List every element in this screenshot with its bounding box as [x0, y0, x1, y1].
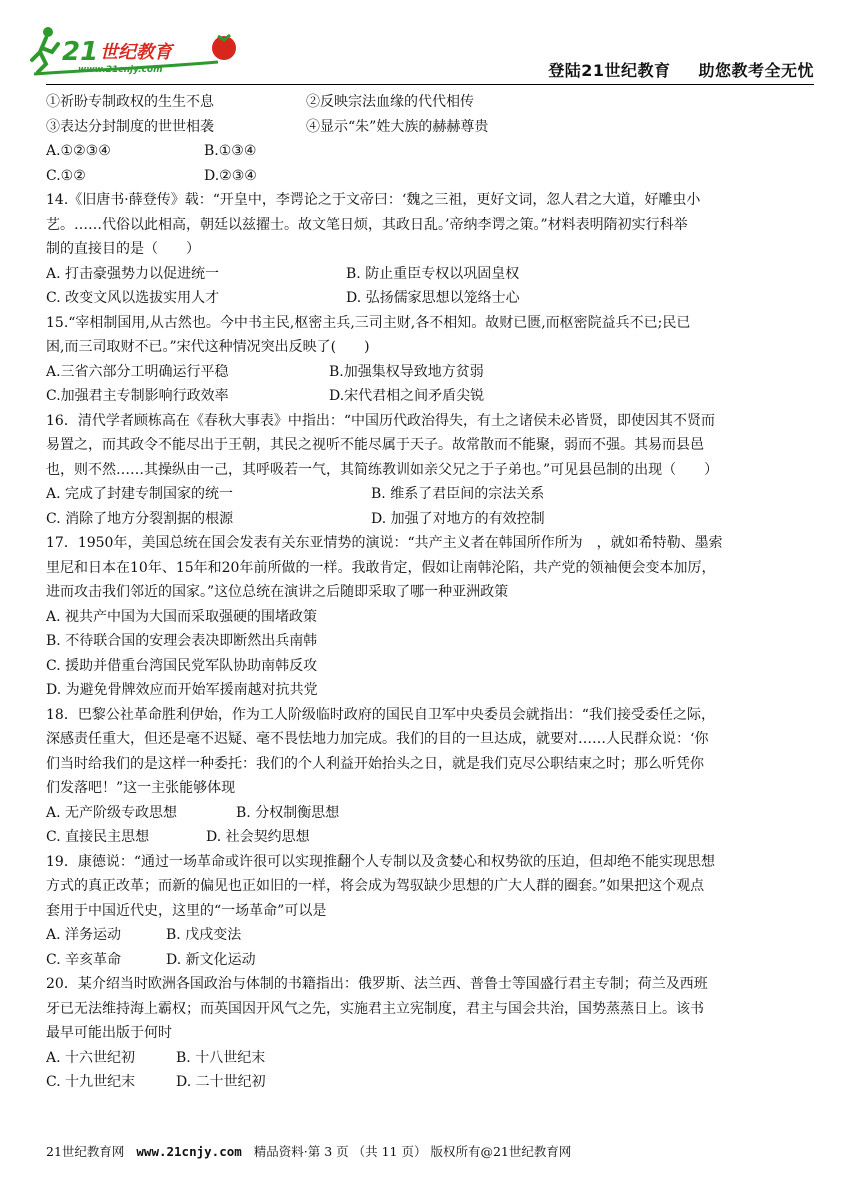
q14-stem-line2: 艺。……代俗以此相高，朝廷以兹擢士。故文笔日烦，其政日乱。’帝纳李谔之策。”材料表明隋初实行科举 [46, 216, 688, 233]
q16-option-a: A. 完成了封建专制国家的统一 [46, 486, 234, 502]
q15-options-row1 [46, 360, 816, 385]
q13-option-d: D.②③④ [204, 167, 257, 184]
q16-stem-line2: 易置之，而其政令不能尽出于王朝，其民之视听不能尽属于天子。故常散而不能聚，弱而不强。其易而县邑 [46, 437, 704, 453]
q18-option-a: A. 无产阶级专政思想 [46, 804, 178, 821]
q19-option-d: D. 新文化运动 [166, 951, 256, 968]
q16-option-c: C. 消除了地方分裂割据的根源 [46, 510, 234, 527]
q20-stem-line3: 最早可能出版于何时 [46, 1025, 172, 1041]
q13-statement-2: ②反映宗法血缘的代代相传 [306, 94, 474, 110]
q13-option-c: C.①② [46, 167, 86, 184]
header-rule [46, 84, 814, 85]
q18-options-row1 [46, 801, 816, 826]
q18-option-c: C. 直接民主思想 [46, 829, 150, 845]
slogan-left: 登陆21世纪教育 [548, 61, 671, 80]
q20-stem-line1: 20．某介绍当时欧洲各国政治与体制的书籍指出：俄罗斯、法兰西、普鲁士等国盛行君主专制；荷兰及西班 [46, 976, 708, 992]
q13-options-row1 [46, 139, 816, 164]
svg-text:世纪教育: 世纪教育 [100, 42, 172, 63]
footer-left: 21世纪教育网 [46, 1144, 125, 1159]
q18-stem-line3: 们当时给我们的是这样一种委托：我们的个人利益开始抬头之日，就是我们克尽公职结束之时；那么听凭你 [46, 755, 704, 772]
q15-option-c: C.加强君主专制影响行政效率 [46, 388, 229, 404]
q18-stem-line2: 深感责任重大，但还是毫不迟疑、毫不畏怯地力加完成。我们的目的一旦达成，就要对……人民群众说：‘你 [46, 731, 709, 747]
q20-option-d: D. 二十世纪初 [176, 1074, 266, 1090]
footer-site-link[interactable]: www.21cnjy.com [136, 1144, 242, 1159]
q13-statement-1: ①祈盼专制政权的生生不息 [46, 94, 214, 110]
q14-stem-line3: 制的直接目的是（ ） [46, 241, 200, 257]
q13-option-a: A.①②③④ [46, 143, 111, 159]
logo [28, 22, 248, 82]
q20-option-b: B. 十八世纪末 [176, 1049, 266, 1066]
q20-option-c: C. 十九世纪末 [46, 1074, 136, 1090]
q13-statement-4: ④显示“朱”姓大族的赫赫尊贵 [306, 118, 489, 135]
q16-option-d: D. 加强了对地方的有效控制 [371, 510, 545, 527]
q14-option-c: C. 改变文风以选拔实用人才 [46, 290, 220, 306]
q18-option-d: D. 社会契约思想 [206, 829, 310, 845]
q14-options-row1 [46, 262, 816, 287]
q13-option-b: B.①③④ [204, 143, 257, 159]
header-slogan [520, 58, 814, 81]
q17-stem-line2: 里尼和日本在10年、15年和20年前所做的一样。我敢肯定，假如让南韩沦陷，共产党的领袖便会变本加厉， [46, 559, 716, 576]
logo-graphic [28, 22, 248, 82]
q15-stem-line2: 困,而三司取财不已。”宋代这种情况突出反映了( ) [46, 339, 370, 355]
q14-stem-line1: 14.《旧唐书·薛登传》载：“开皇中，李谔论之于文帝曰：‘魏之三祖，更好文词，忽人君之大道，好雕虫小 [46, 192, 701, 208]
q18-option-b: B. 分权制衡思想 [236, 804, 340, 821]
slogan-right: 助您教考全无忧 [698, 61, 814, 80]
q17-option-d: D. 为避免骨牌效应而开始军援南越对抗共党 [46, 682, 318, 698]
q19-stem-line1: 19．康德说：“通过一场革命或许很可以实现推翻个人专制以及贪婪心和权势欲的压迫，但却绝不能实现思想 [46, 853, 715, 870]
q17-stem-line1: 17．1950年，美国总统在国会发表有关东亚情势的演说：“共产主义者在韩国所作所为 ，就如希特勒、墨索 [46, 535, 723, 551]
document-body [46, 90, 816, 1095]
q19-stem-line3: 套用于中国近代史，这里的“一场革命”可以是 [46, 902, 327, 919]
svg-text:21: 21 [62, 37, 99, 67]
q17-option-a: A. 视共产中国为大国而采取强硬的围堵政策 [46, 608, 318, 625]
q17-option-c: C. 援助并借重台湾国民党军队协助南韩反攻 [46, 657, 318, 674]
q15-options-row2 [46, 384, 816, 409]
q15-option-a: A.三省六部分工明确运行平稳 [46, 363, 229, 380]
q19-options-row1 [46, 923, 816, 948]
q18-stem-line1: 18．巴黎公社革命胜利伊始，作为工人阶级临时政府的国民自卫军中央委员会就指出：“我们接受委任之际， [46, 706, 715, 723]
q19-option-b: B. 戊戌变法 [166, 927, 242, 943]
q15-option-d: D.宋代君相之间矛盾尖锐 [329, 388, 485, 404]
q19-option-c: C. 辛亥革命 [46, 951, 122, 968]
q14-option-b: B. 防止重臣专权以巩固皇权 [346, 265, 520, 282]
q20-options-row1 [46, 1046, 816, 1071]
q16-options-row2 [46, 507, 816, 532]
q16-option-b: B. 维系了君臣间的宗法关系 [371, 486, 545, 502]
q14-options-row2 [46, 286, 816, 311]
q13-statements-row2 [46, 115, 816, 140]
q17-stem-line3: 进而攻击我们邻近的国家。”这位总统在演讲之后随即采取了哪一种亚洲政策 [46, 584, 509, 600]
q19-options-row2 [46, 948, 816, 973]
q20-stem-line2: 牙已无法维持海上霸权；而英国因开风气之先，实施君主立宪制度，君主与国会共治，国势蒸蒸日上。该书 [46, 1000, 704, 1017]
q18-options-row2 [46, 825, 816, 850]
q16-stem-line1: 16．清代学者顾栋高在《春秋大事表》中指出：“中国历代政治得失，有土之诸侯未必皆贤，即使因其不贤而 [46, 412, 715, 429]
q20-option-a: A. 十六世纪初 [46, 1049, 136, 1066]
q13-statements-row1 [46, 90, 816, 115]
svg-text:www.21cnjy.com: www.21cnjy.com [78, 65, 163, 75]
q17-option-b: B. 不待联合国的安理会表决即断然出兵南韩 [46, 633, 318, 649]
footer-page-info: 精品资料·第 3 页 （共 11 页） 版权所有@21世纪教育网 [253, 1144, 572, 1159]
q13-options-row2 [46, 164, 816, 189]
q13-statement-3: ③表达分封制度的世世相袭 [46, 118, 214, 135]
q14-option-d: D. 弘扬儒家思想以笼络士心 [346, 290, 520, 306]
q18-stem-line4: 们发落吧！”这一主张能够体现 [46, 780, 236, 796]
q14-option-a: A. 打击豪强势力以促进统一 [46, 265, 220, 282]
q16-options-row1 [46, 482, 816, 507]
q19-option-a: A. 洋务运动 [46, 927, 122, 943]
page-header [0, 0, 860, 88]
q15-option-b: B.加强集权导致地方贫弱 [329, 363, 484, 380]
q20-options-row2 [46, 1070, 816, 1095]
q19-stem-line2: 方式的真正改革；而新的偏见也正如旧的一样，将会成为驾驭缺少思想的广大人群的圈套。”如果把这个观点 [46, 878, 705, 894]
page-footer [46, 1142, 571, 1160]
q16-stem-line3: 也，则不然……其操纵由一己，其呼吸若一气，其简练教训如亲父兄之于子弟也。”可见县邑制的出现（ ） [46, 461, 719, 478]
q15-stem-line1: 15.“宰相制国用,从古然也。今中书主民,枢密主兵,三司主财,各不相知。故财已匮,而枢密院益兵不已;民已 [46, 314, 691, 331]
